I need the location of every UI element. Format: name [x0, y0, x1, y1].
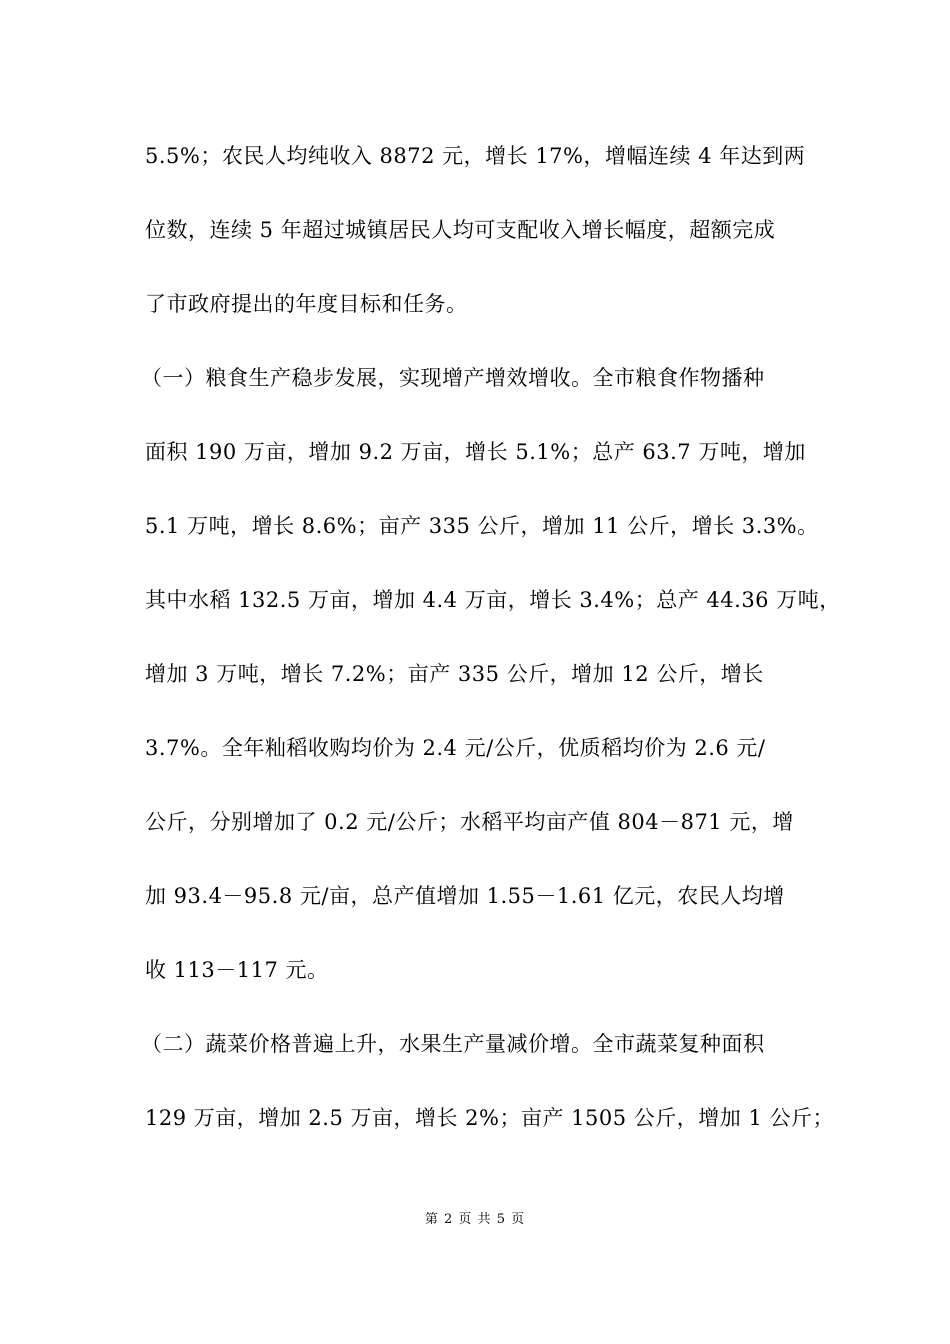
text-line: 其中水稻 132.5 万亩，增加 4.4 万亩，增长 3.4%；总产 44.36 万吨， [145, 588, 841, 612]
text-line: 129 万亩，增加 2.5 万亩，增长 2%；亩产 1505 公斤，增加 1 公斤； [145, 1106, 834, 1130]
page-number: 第 2 页 共 5 页 [424, 1212, 526, 1227]
text-line: 面积 190 万亩，增加 9.2 万亩，增长 5.1%；总产 63.7 万吨，增加 [145, 440, 806, 464]
text-line: 收 113－117 元。 [145, 958, 329, 982]
text-line: 位数，连续 5 年超过城镇居民人均可支配收入增长幅度，超额完成 [145, 218, 776, 242]
text-line: 增加 3 万吨，增长 7.2%；亩产 335 公斤，增加 12 公斤，增长 [145, 662, 764, 686]
text-line: 5.5%；农民人均纯收入 8872 元，增长 17%，增幅连续 4 年达到两 [145, 144, 806, 168]
section-heading-line: （二）蔬菜价格普遍上升，水果生产量减价增。全市蔬菜复种面积 [141, 1032, 765, 1056]
text-line: 加 93.4－95.8 元/亩，总产值增加 1.55－1.61 亿元，农民人均增 [145, 884, 785, 908]
document-body [141, 128, 841, 1164]
section-heading-line: （一）粮食生产稳步发展，实现增产增效增收。全市粮食作物播种 [141, 366, 765, 390]
text-line: 3.7%。全年籼稻收购均价为 2.4 元/公斤，优质稻均价为 2.6 元/ [145, 736, 766, 760]
text-line: 5.1 万吨，增长 8.6%；亩产 335 公斤，增加 11 公斤，增长 3.3%。 [145, 514, 819, 538]
text-line: 公斤，分别增加了 0.2 元/公斤；水稻平均亩产值 804－871 元，增 [145, 810, 794, 834]
text-line: 了市政府提出的年度目标和任务。 [145, 292, 468, 316]
